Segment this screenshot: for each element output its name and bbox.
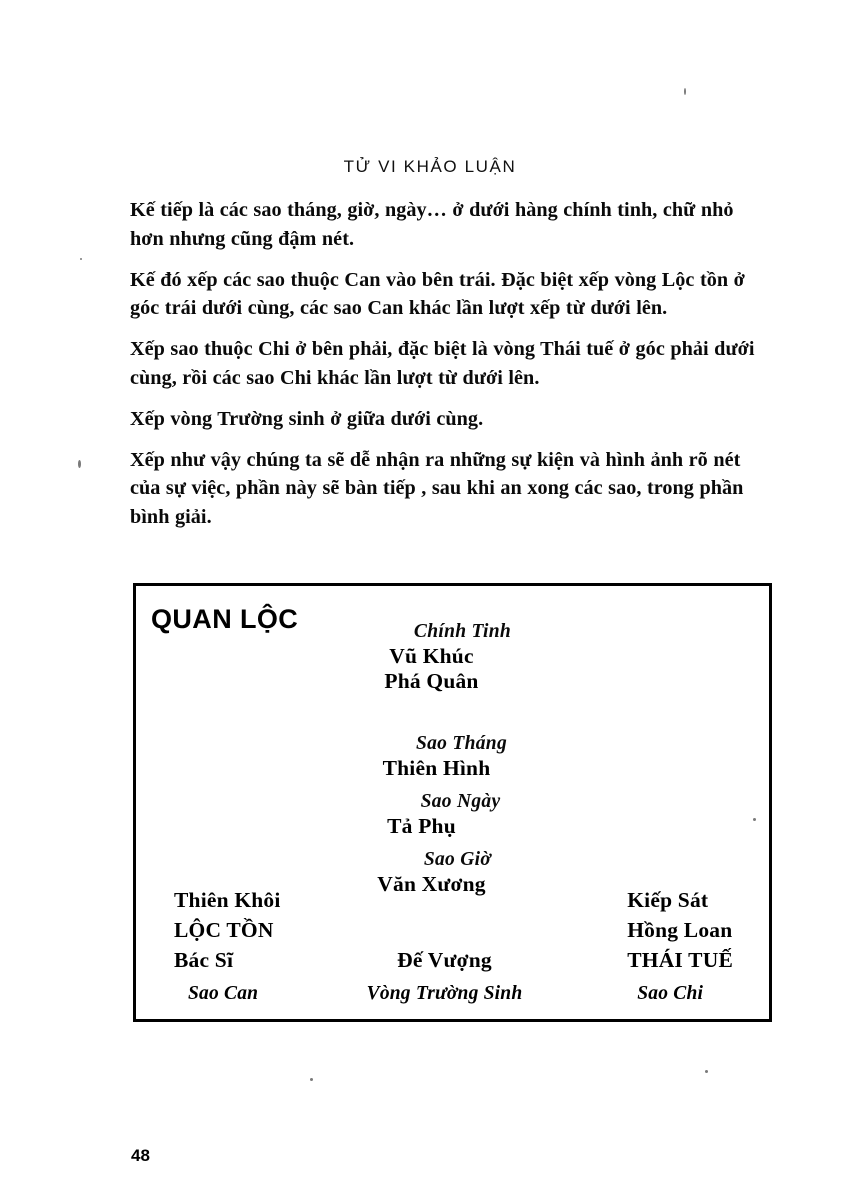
star-name: Văn Xương [377, 872, 486, 896]
paragraph: Xếp như vậy chúng ta sẽ dễ nhận ra những sự kiện và hình ảnh rõ nét của sự việc, phần này sẽ bàn tiếp , sau khi an xong các sao, trong phần bình giải. [130, 448, 744, 528]
star-name: Phá Quân [384, 669, 479, 693]
bottom-right-star-column [627, 885, 733, 1009]
star-name: Hồng Loan [627, 918, 733, 942]
star-group-label: Sao Chi [637, 983, 704, 1004]
star-group-label: Sao Ngày [420, 791, 501, 812]
star-group-label: Sao Giờ [423, 849, 492, 870]
palace-diagram-content [136, 586, 769, 1019]
star-name: Bác Sĩ [174, 948, 234, 972]
palace-title: QUAN LỘC [151, 604, 299, 634]
star-name: Đế Vượng [397, 948, 492, 972]
palace-diagram-box [133, 583, 772, 1022]
star-group-label: Vòng Trường Sinh [366, 983, 523, 1004]
page-number: 48 [131, 1146, 150, 1165]
body-text-block [130, 196, 755, 531]
star-name: Thiên Khôi [174, 888, 281, 912]
scan-speck [705, 1070, 708, 1073]
scan-speck [753, 818, 756, 821]
paragraph: Xếp sao thuộc Chi ở bên phải, đặc biệt là vòng Thái tuế ở góc phải dưới cùng, rồi các sao Chi khác lần lượt từ dưới lên. [130, 338, 755, 389]
star-group-sao-ngay [136, 790, 769, 839]
star-name: THÁI TUẾ [627, 948, 733, 972]
paragraph: Xếp vòng Trường sinh ở giữa dưới cùng. [130, 407, 484, 430]
star-group-label: Chính Tinh [413, 621, 512, 642]
star-name: Kiếp Sát [627, 888, 709, 912]
star-group-label: Sao Tháng [415, 733, 508, 754]
star-name: Thiên Hình [382, 756, 491, 780]
star-group-sao-thang [136, 732, 769, 781]
star-name: Tả Phụ [387, 814, 456, 838]
star-name: Vũ Khúc [389, 644, 474, 668]
star-name: LỘC TỒN [174, 918, 274, 942]
paragraph: Kế tiếp là các sao tháng, giờ, ngày… ở dưới hàng chính tinh, chữ nhỏ hơn nhưng cũng đậm nét. [130, 199, 734, 250]
scan-speck [310, 1078, 313, 1081]
scan-speck [78, 460, 81, 468]
scan-speck [80, 258, 82, 260]
star-group-chinh-tinh [136, 620, 769, 694]
running-head: TỬ VI KHẢO LUẬN [343, 157, 517, 176]
paragraph: Kế đó xếp các sao thuộc Can vào bên trái. Đặc biệt xếp vòng Lộc tồn ở góc trái dưới cùng, các sao Can khác lần lượt xếp từ dưới lên. [130, 268, 745, 319]
star-group-label: Sao Can [188, 983, 259, 1004]
scan-speck [684, 88, 686, 95]
